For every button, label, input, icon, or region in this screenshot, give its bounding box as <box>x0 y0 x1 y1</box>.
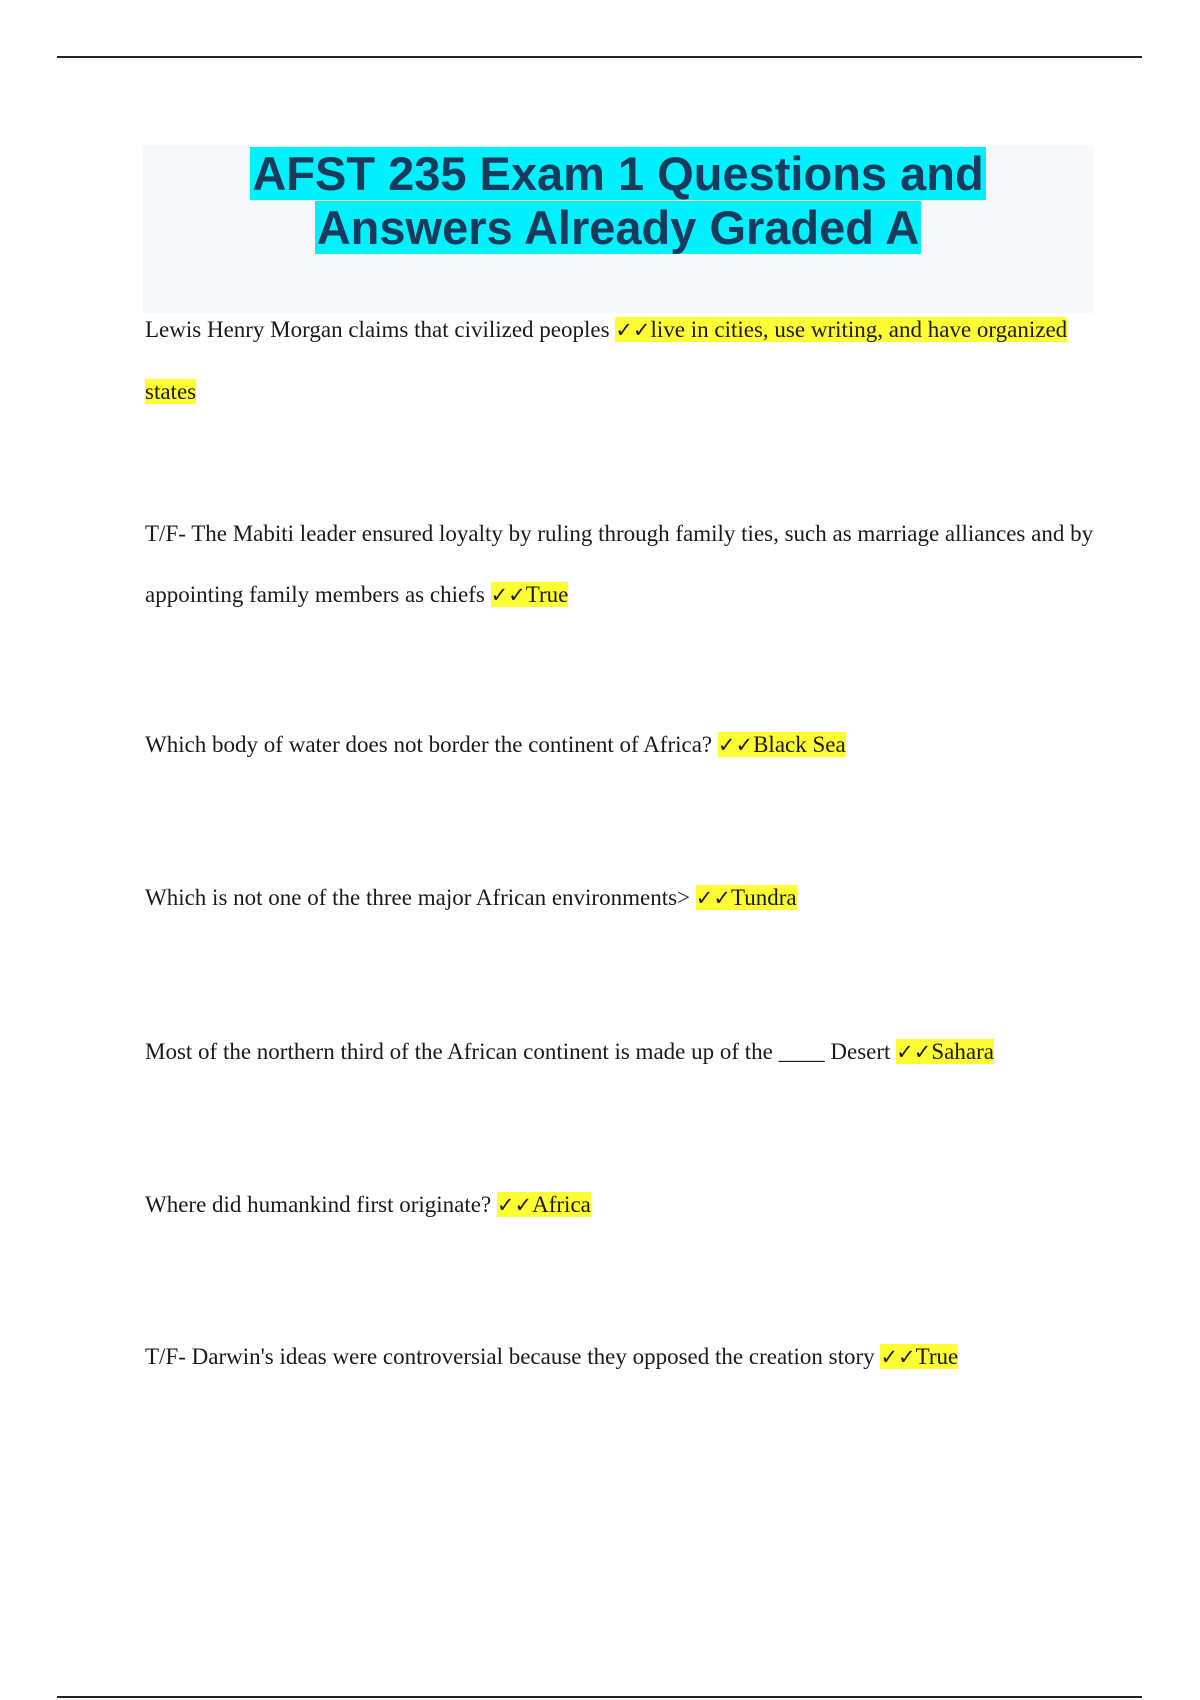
question-text: Which is not one of the three major African environments> <box>145 885 691 910</box>
qa-item-7 <box>145 1326 1095 1388</box>
answer-highlight <box>491 582 569 607</box>
title-box <box>143 145 1093 313</box>
qa-item-6 <box>145 1174 1095 1236</box>
qa-item-3 <box>145 714 1095 776</box>
qa-item-5 <box>145 1021 1095 1083</box>
qa-item-1 <box>145 299 1095 422</box>
answer-text: True <box>525 582 569 607</box>
answer-text: live in cities, use writing, and have organized states <box>145 317 1068 404</box>
answer-highlight <box>696 885 797 910</box>
qa-item-4 <box>145 867 1095 929</box>
question-text: Where did humankind first originate? <box>145 1192 492 1217</box>
question-text: T/F- The Mabiti leader ensured loyalty by ruling through family ties, such as marriage alliances and by appointing family members as chiefs <box>145 521 1094 607</box>
answer-text: Tundra <box>730 885 797 910</box>
document-title <box>143 145 1093 255</box>
qa-item-2 <box>145 503 1095 626</box>
question-text: Most of the northern third of the African continent is made up of the ____ Desert <box>145 1039 891 1064</box>
answer-text: Africa <box>532 1192 591 1217</box>
double-check-icon: ✓✓ <box>496 1193 533 1217</box>
answer-text: Sahara <box>931 1039 994 1064</box>
double-check-icon: ✓✓ <box>490 583 526 607</box>
answer-highlight <box>880 1344 958 1369</box>
double-check-icon: ✓✓ <box>880 1345 916 1369</box>
double-check-icon: ✓✓ <box>717 733 754 757</box>
title-line-1: AFST 235 Exam 1 Questions and <box>252 147 984 200</box>
question-text: T/F- Darwin's ideas were controversial because they opposed the creation story <box>145 1344 875 1369</box>
answer-highlight <box>497 1192 591 1217</box>
answer-highlight <box>896 1039 994 1064</box>
question-text: Lewis Henry Morgan claims that civilized peoples <box>145 317 610 342</box>
answer-text: True <box>915 1344 959 1369</box>
top-rule <box>57 56 1142 58</box>
answer-text: Black Sea <box>753 732 846 757</box>
double-check-icon: ✓✓ <box>695 886 731 910</box>
question-text: Which body of water does not border the continent of Africa? <box>145 732 713 757</box>
title-line-2: Answers Already Graded A <box>316 201 920 254</box>
bottom-rule <box>57 1696 1142 1698</box>
answer-highlight <box>718 732 846 757</box>
double-check-icon: ✓✓ <box>896 1040 932 1064</box>
double-check-icon: ✓✓ <box>615 318 651 342</box>
